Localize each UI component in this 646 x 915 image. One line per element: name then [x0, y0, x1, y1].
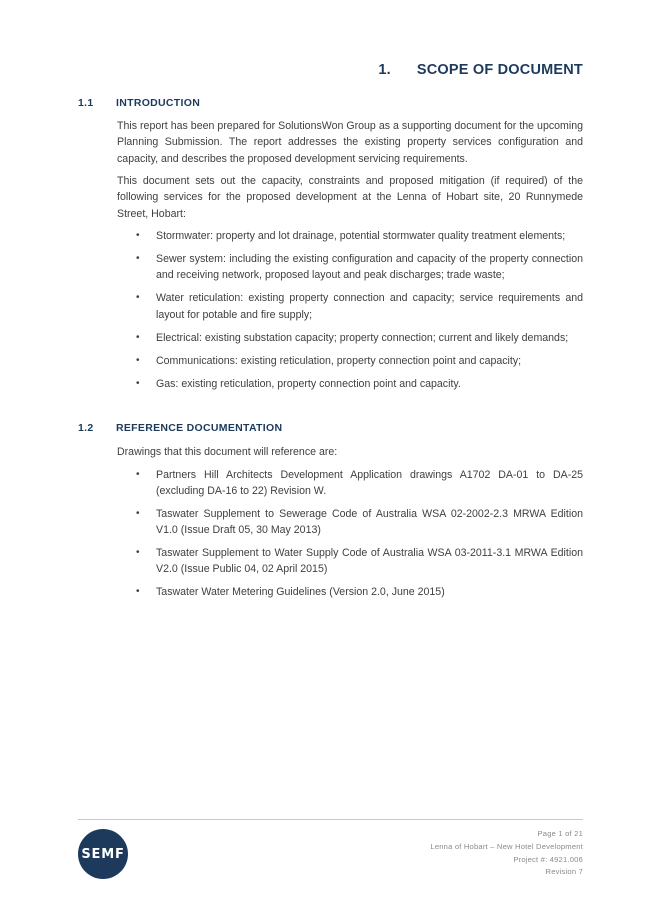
list-item: • Gas: existing reticulation, property connection point and capacity. — [117, 376, 583, 392]
bullet-icon: • — [136, 331, 140, 343]
company-logo — [78, 829, 128, 879]
bullet-icon: • — [136, 585, 140, 597]
section-heading-introduction — [78, 97, 200, 109]
page-number: Page 1 of 21 — [537, 829, 583, 838]
list-item: • Water reticulation: existing property connection and capacity; service requirements and layout for potable and fire supply; — [136, 292, 583, 321]
revision: Revision 7 — [545, 867, 583, 877]
list-item: • Taswater Water Metering Guidelines (Version 2.0, June 2015) — [117, 584, 583, 600]
chapter-heading — [360, 62, 583, 78]
list-item: • Electrical: existing substation capacity; property connection; current and likely demands; — [117, 330, 583, 346]
logo-text: SEMF — [81, 846, 125, 862]
intro-paragraph-1: This report has been prepared for SolutionsWon Group as a supporting document for the upcoming Planning Submission. The report addresses the existing property services configuration and capacity, and describes the proposed development servicing requirements. — [117, 120, 583, 165]
bullet-icon: • — [136, 252, 140, 264]
section-number: 1.1 — [78, 97, 94, 109]
section-title: INTRODUCTION — [116, 97, 201, 109]
reference-list — [117, 467, 583, 607]
section-heading-reference-documentation — [78, 422, 282, 434]
chapter-title: SCOPE OF DOCUMENT — [416, 62, 583, 78]
list-item: • Partners Hill Architects Development Application drawings A1702 DA-01 to DA-25 (excluding DA-16 to 22) Revision W. — [136, 469, 583, 498]
bullet-icon: • — [136, 377, 140, 389]
intro-paragraph-2: This document sets out the capacity, constraints and proposed mitigation (if required) of the following services for the proposed development at the Lenna of Hobart site, 20 Runnymede Street, Hobart: — [117, 175, 583, 220]
reference-intro: Drawings that this document will reference are: — [117, 446, 338, 458]
list-item: • Taswater Supplement to Water Supply Code of Australia WSA 03-2011-3.1 MRWA Edition V2.0 (Issue Public 04, 02 April 2015) — [136, 546, 583, 576]
bullet-icon: • — [136, 507, 140, 519]
footer-info — [430, 828, 583, 879]
list-item: • Sewer system: including the existing configuration and capacity of the property connection and receiving network, proposed layout and peak discharges; trade waste; — [136, 252, 583, 282]
chapter-number: 1. — [378, 62, 391, 78]
list-item: • Stormwater: property and lot drainage, potential stormwater quality treatment elements; — [117, 228, 583, 244]
project-name: Lenna of Hobart – New Hotel Development — [430, 841, 583, 851]
project-number: Project #: 4921.006 — [513, 854, 583, 864]
bullet-icon: • — [136, 546, 140, 558]
section-number: 1.2 — [78, 422, 94, 434]
list-item: • Taswater Supplement to Sewerage Code of Australia WSA 02-2002-2.3 MRWA Edition V1.0 (Issue Draft 05, 30 May 2013) — [136, 507, 583, 537]
bullet-icon: • — [136, 469, 140, 480]
footer-divider — [78, 819, 583, 820]
bullet-icon: • — [136, 292, 140, 304]
services-list — [117, 228, 583, 399]
list-item: • Communications: existing reticulation, property connection point and capacity; — [117, 353, 583, 369]
bullet-icon: • — [136, 230, 140, 241]
bullet-icon: • — [136, 354, 140, 366]
section-title: REFERENCE DOCUMENTATION — [116, 422, 283, 434]
